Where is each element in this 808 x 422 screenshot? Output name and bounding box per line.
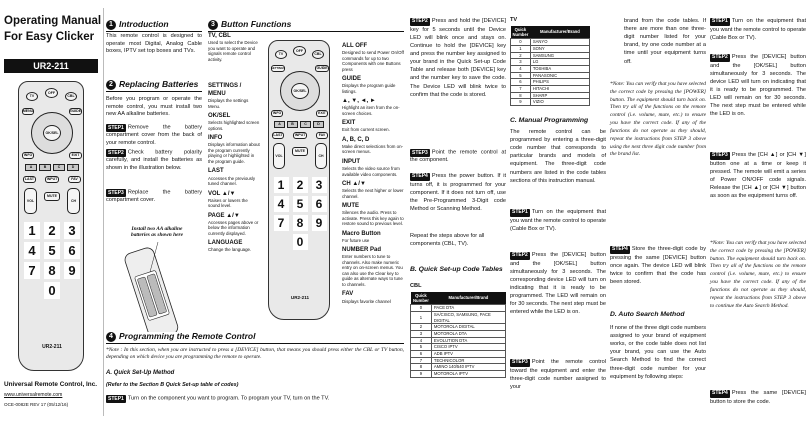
model-banner [4,59,98,73]
manual-step-1 [510,208,606,233]
fn-ch: CH ▲/▼ Selects the next higher or lower channel. [342,181,404,199]
cover-input-button: INPUT [46,177,58,182]
quick-setup-heading: A. Quick Set-Up Method [106,370,175,376]
fn-language: LANGUAGE Change the language. [208,240,252,253]
cover-menu-button: MENU [22,109,34,114]
cover-cbl-button: CBL [65,92,77,101]
quick-step-3-label: STEP3 [412,149,428,156]
programming-title: Programming the Remote Control [119,331,256,341]
table-row: 1 SONY [511,46,590,53]
table-row: 6 PHILIPS [511,79,590,86]
intro-text: This remote control is designed to operate most Digital, Analog Cable boxes, IPTV set top boxes and TVs. [106,33,202,55]
fn-number-pad: NUMBER Pad Enter numbers to tune to channels. Also make numeric entry on on-screen menus. You can also use the Clear key to guide as alternate ways to tune to channels. [342,247,403,287]
quick-repeat-note: Repeat the steps above for all components (CBL, TV). [410,233,485,247]
fn-remote-c: C [300,121,311,128]
fn-remote-numpad [273,177,327,250]
cover-last-button: LAST [24,177,35,182]
manual-step-4-text: Store the three-digit code by pressing the same [DEVICE] button once again. The device LED will blink twice to confirm that the code has been stored. [610,246,706,286]
fn-remote-ch: CH [315,143,327,169]
quick-step-3-text: Point the remote control at the component. [410,149,506,164]
fn-num-5: 5 [293,196,308,212]
cover-exit-button: EXIT [69,152,82,159]
programming-section [106,331,404,419]
functions-right-list [342,42,404,307]
fn-remote-a: A [274,121,285,128]
batteries-title: Replacing Batteries [119,79,199,89]
cover-num-0: 0 [44,282,60,299]
manual-step-3-label: STEP3 [512,359,528,365]
table-row: 5 PANASONIC [511,72,590,79]
fn-remote-vol: VOL [273,143,285,169]
table-row: 3 LG [511,59,590,66]
fn-remote-cbl: CBL [312,50,324,59]
cover-num-5: 5 [44,242,60,259]
auto-step-1-label: STEP1 [712,18,728,24]
fn-remote-off: OFF [293,46,306,56]
fn-guide: GUIDE Displays the program guide listings. [342,76,396,94]
doc-code: OCE-0082E REV 17 (05/12/16) [4,402,69,407]
manual-programming-text: The remote control can be programmed by entering a three-digit code number that corresponds to particular brands and models of equipment. The three-digit code numbers are listed in the code tables sections of this instruction manual. [510,129,606,184]
battery-step-1-text: Remove the battery compartment cover from the back of your remote control. [106,124,202,146]
battery-step-1-label: STEP1 [108,124,124,131]
fn-remote-ok: OK/SEL [291,83,309,99]
table-row: 3 MOTOROLA DTA [411,331,506,338]
cbl-table-label: CBL [410,283,422,289]
fn-remote-tv: TV [275,50,287,59]
fn-num-9: 9 [312,215,327,231]
manual-step-2-label: STEP2 [512,252,528,258]
cover-tv-button: TV [26,92,38,101]
battery-step-2-label: STEP2 [108,149,124,156]
table-row: 0 SANYO [511,39,590,46]
fn-remote-settings: SETTINGS [271,65,285,72]
table-row: 1 SA/CISCO, SAMSUNG, PACE DIGITAL [411,312,506,324]
cover-number-pad [24,222,80,299]
programming-note: *Note : In this section, when you are instructed to press a [DEVICE] button, that means you should press either the CBL or TV button, depending on which device you are programming the remote to operate. [106,347,404,361]
fn-vol: VOL ▲/▼ Raises or lowers the sound level. [208,190,248,209]
cover-num-2: 2 [44,222,60,239]
fn-input: INPUT Selects the video source from available video components. [342,158,400,177]
fn-remote-input: INPUT [294,133,306,138]
cover-guide-button: GUIDE [69,109,82,114]
auto-search-steps-panel [710,0,806,422]
button-functions-panel [208,0,404,330]
fn-exit: EXIT Exit from current screen. [342,120,390,133]
quick-setup-sub: (Refer to the Section B Quick Set-up table of codes) [106,382,239,388]
battery-illustration [118,242,188,332]
fn-remote-last: LAST [273,133,283,138]
fn-tv-cbl: TV, CBL Used to select the Device you want to operate and signals remote control activity. [208,33,258,62]
table-row: 5 CISCO IPTV [411,344,506,351]
quick-step-3 [410,149,506,165]
auto-step-4-text: Press the same [DEVICE] button to store the code. [710,390,806,405]
quick-step-4-label: STEP4 [412,173,428,179]
cover-fav-button: FAV [68,176,81,183]
tv-code-table-wrap [510,26,590,106]
cover-a-button: A [25,164,37,171]
functions-left-list [208,32,260,256]
auto-step-2 [710,53,806,119]
fn-num-2: 2 [293,177,308,193]
fn-all-off: ALL OFF Designed to send Power On/Off commands for up to two Components with one Buttons press [342,43,404,72]
fn-num-1: 1 [274,177,289,193]
battery-step-2-text: Check battery polarity carefully, and install the batteries as shown in the illustration below. [106,149,202,171]
functions-title: Button Functions [221,19,292,29]
cover-num-3: 3 [64,222,80,239]
fn-info: INFO Displays information about the program currently playing or highlighted in the program guide. [208,135,260,164]
fn-ok-sel: OK/SEL Selects highlighted screen options. [208,113,260,131]
batteries-intro: Before you program or operate the remote control, you must install two new AA alkaline batteries. [106,96,202,118]
cbl-code-table-wrap [410,292,506,378]
intro-batteries-panel [106,0,202,330]
intro-title: Introduction [119,19,169,29]
batteries-heading [106,79,202,92]
cover-remote-illustration [18,81,84,371]
fn-num-3: 3 [312,177,327,193]
intro-number: 1 [106,20,116,30]
auto-search-text: If none of the three digit code numbers assigned to your brand of equipment works, or the code table does not list your brand, you can use the Auto Search Method to find the correct three-digit code number for your equipment by following steps: [610,325,706,380]
battery-callout [128,226,186,239]
cover-b-button: B [39,164,51,171]
programming-number: 4 [106,332,116,342]
quick-step-1-text: Turn on the component you want to program. To program your TV, turn on the TV. [127,395,330,402]
cover-vol-rocker: VOL [24,188,37,214]
auto-step-1-text: Turn on the equipment that you want the remote control to operate (Cable Box or TV). [710,18,806,41]
table-row: 7 HITACHI [511,86,590,93]
cover-mute-button: MUTE [44,192,60,201]
cover-num-1: 1 [24,222,40,239]
manual-step-1-text: Turn on the equipment that you want the remote control to operate (Cable Box or TV). [510,209,606,232]
fn-fav: FAV Displays favorite channel [342,291,391,304]
quick-step-2-text: Press and hold the [DEVICE] key for 5 seconds until the Device LED will blink once and stays on. Continue to hold the [DEVICE] key and press the number key assigned to your brand in the Quick Set-up Code Table and release both [DEVICE] key and the number key to save the code. The Device LED will blink twice to confirm that the code is stored. [410,18,506,98]
tv-table-header: Quick Number Manufacturer/Brand [511,26,590,39]
table-row: 2 SAMSUNG [511,52,590,59]
manual-programming-panel [510,0,606,422]
auto-search-panel [610,0,706,422]
fn-macro: Macro Button For future use [342,230,381,243]
cover-remote-model: UR2-211 [42,344,62,350]
fn-remote-exit: EXIT [316,110,328,117]
cover-title-line1: Operating Manual [4,15,102,27]
auto-verify-note: *Note: You can verify that you have selected the correct code by pressing the [POWER] button. The equipment should turn back on. Then try all of the functions on the remote control (i.e. volume, mute, etc.) to ensure you have the correct code. If any of the functions do not operate as they should, repeat the instructions from STEP 3 above to continue the Auto Search Method. [710,240,806,309]
functions-heading [208,19,404,32]
company-name: Universal Remote Control, Inc. [4,381,98,388]
fn-mute: MUTE Silences the audio. Press to activate. Press this key again to restore sound to previous level. [342,203,404,227]
cover-off-button: OFF [45,88,58,98]
battery-step-3 [106,189,202,205]
fn-remote-fav: FAV [316,132,328,139]
functions-number: 3 [208,20,218,30]
auto-step-3-label: STEP3 [712,152,728,158]
battery-step-3-text: Replace the battery compartment cover. [106,189,202,204]
quick-step-1-label: STEP1 [108,395,124,402]
table-row: 6 ADB IPTV [411,351,506,358]
auto-step-4-label: STEP4 [712,390,728,396]
fn-arrows: ▲, ▼, ◄, ► Highlight an item from the on-screen choices. [342,98,400,116]
auto-step-4 [710,389,806,406]
cover-panel [0,0,102,422]
fn-num-8: 8 [293,215,308,231]
functions-remote-illustration [268,40,330,320]
cover-abcd-row [25,164,79,171]
manual-step-3 [510,358,606,391]
fn-remote-guide: GUIDE [316,66,328,71]
battery-callout-text: Install two AA alkaline batteries as shown here [131,226,183,239]
auto-step-2-label: STEP2 [712,54,728,60]
tv-table-label: TV [510,17,518,23]
cover-c-button: C [53,164,65,171]
fn-remote-b: B [287,121,298,128]
fn-remote-model: UR2-211 [290,295,310,300]
auto-step-2-text: Press the [DEVICE] button and the [OK/SEL] button simultaneously for 3 seconds. The device LED will turn on indicating that it is ready to be programmed. The LED will remain on for 30 seconds. The next step must be entered while the LED is on. [710,54,806,118]
tv-code-table [510,26,590,106]
manual-step-4 [610,245,706,286]
cover-ch-rocker: CH [67,188,80,214]
cover-num-spacer [24,282,40,299]
quick-step-4-text: Press the power button. If it turns off, it is programmed for your component. If it does not turn off, use the Pre-Programmed 3-Digit code Method or Scanning Method. [410,173,506,213]
manual-step-3-cont: brand from the code tables. If there are more than one three-digit number listed for your brand, try one code number at a time until your equipment turns off. [624,18,706,65]
fn-remote-abcd [274,121,326,128]
battery-step-3-label: STEP3 [108,189,124,196]
fn-remote-mute: MUTE [292,147,308,156]
table-row: 4 TOSHIBA [511,66,590,73]
intro-heading [106,19,202,32]
cover-info-button: INFO [23,153,33,158]
model-label: UR2-211 [33,61,69,71]
table-row: 8 AMINO 140/540 IPTV [411,364,506,371]
cbl-code-table [410,292,506,378]
battery-step-2 [106,149,202,172]
fn-last: LAST Accesses the previously tuned channel. [208,168,256,187]
quick-step-2 [410,17,506,99]
table-row: 8 SHARP [511,92,590,99]
cover-title-line2: For Easy Clicker [4,31,95,43]
programming-heading [106,331,404,344]
auto-step-3 [710,151,806,200]
fn-page: PAGE ▲/▼ Accesses pages above or below the information currently displayed. [208,212,259,236]
quick-step-2-label: STEP2 [412,18,428,24]
manual-verify-note: *Note: You can verify that you have selected the correct code by pressing the [POWER] button. The equipment should turn back on. Then try all of the functions on the remote control (i.e. volume, mute, etc.) to ensure you have the correct code. If any of the functions do not operate as they should, repeat the instructions from STEP 3 above using the next three digit code number from the brand list. [610,81,706,158]
fn-settings-menu: SETTINGS / MENU Displays the settings Menu. [208,83,249,109]
fn-num-4: 4 [274,196,289,212]
manual-step-2 [510,251,606,317]
cover-ok-button: OK/SEL [43,125,61,141]
table-row: 2 MOTOROLA DIGITAL [411,324,506,331]
quick-step-4 [410,172,506,213]
cbl-table-header: Quick Number Manufacturer/Brand [411,292,506,305]
auto-search-heading: D. Auto Search Method [610,311,685,318]
cover-num-8: 8 [44,262,60,279]
fn-num-0: 0 [293,234,308,250]
website-link[interactable]: www.universalremote.com [4,392,63,398]
quick-setup-panel [410,0,506,422]
auto-step-1 [710,17,806,42]
fn-num-7: 7 [274,215,289,231]
table-row: 0 PACE DTA [411,305,506,312]
manual-step-1-label: STEP1 [512,209,528,215]
remote-back-outline [123,246,179,332]
table-row: 9 MOTOROLA IPTV [411,371,506,378]
manual-step-3-text: Point the remote control toward the equipment and enter the three-digit code number assigned to your [510,359,606,390]
cover-d-button: D [67,164,79,171]
fn-abcd: A, B, C, D Make direct selections from on-screen menus. [342,136,404,155]
battery-step-1 [106,124,202,147]
fn-remote-info: INFO [272,111,282,116]
manual-step-2-text: Press the [DEVICE] button and the [OK/SEL] button simultaneously for 3 seconds. The corresponding device LED will turn on indicating that it is ready to be programmed. The LED will remain on for 30 seconds. The next step must be entered while the LED is on. [510,252,606,316]
column-divider [103,8,104,416]
cover-num-9: 9 [64,262,80,279]
table-row: 7 TECHNICOLOR [411,357,506,364]
cover-num-6: 6 [64,242,80,259]
fn-num-6: 6 [312,196,327,212]
quick-setup-step-1 [106,395,404,403]
manual-step-4-label: STEP4 [612,246,628,252]
auto-step-3-text: Press the [CH ▲] or [CH ▼] button one at a time or keep it pressed. The remote will emit a series of Power ON/OFF code signals. Release the [CH ▲] or [CH ▼] button as soon as the equipment turns off. [710,152,806,200]
fn-num-spacer [274,234,289,250]
cover-num-4: 4 [24,242,40,259]
batteries-number: 2 [106,80,116,90]
manual-programming-heading: C. Manual Programming [510,117,589,124]
table-row: 4 EVOLUTION DTA [411,337,506,344]
fn-remote-d: D [313,121,324,128]
table-row: 9 VIZIO [511,99,590,106]
cover-num-7: 7 [24,262,40,279]
code-tables-heading: B. Quick Set-up Code Tables [410,266,503,273]
